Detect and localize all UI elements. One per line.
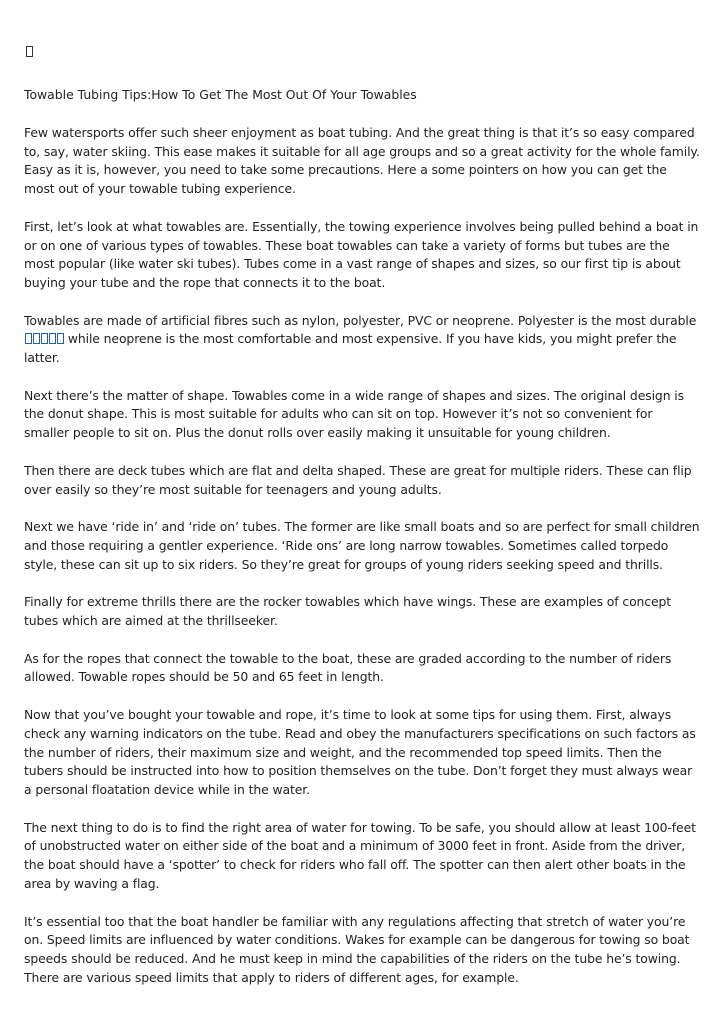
paragraph-regulations: It’s essential too that the boat handler be familiar with any regulations affecting that stretch of water you’re on. Speed limits are influenced by water conditions. Wakes for example can be dangerous for towing so boat speeds should be reduced. And he must keep in mind the capabilities of the riders on the tube he’s towing. There are various speed limits that apply to riders of different ages, for example. [24,913,690,985]
article-title: Towable Tubing Tips:How To Get The Most Out Of Your Towables [24,87,417,102]
materials-text-start: Towables are made of artificial fibres such as nylon, polyester, PVC or neoprene. Polyester is the most durable [24,312,697,328]
paragraph-shape: Next there’s the matter of shape. Towables come in a wide range of shapes and sizes. The original design is the donut shape. This is most suitable for adults who can sit on top. However it’s not so convenient for smaller people to sit on. Plus the donut rolls over easily making it unsuitable for young children. [24,387,684,441]
paragraph-what-are-towables: First, let’s look at what towables are. Essentially, the towing experience involves being pulled behind a boat in or on one of various types of towables. These boat towables can take a variety of forms but tubes are the most popular (like water ski tubes). Tubes come in a vast range of shapes and sizes, so our first tip is about buying your tube and the rope that connects it to the boat. [24,218,699,290]
materials-text-end: while neoprene is the most comfortable and most expensive. If you have kids, you might prefer the latter. [24,331,677,366]
link-glyph-icon [49,333,56,344]
missing-glyph-icon [26,46,33,57]
link-glyph-icon [33,333,40,344]
paragraph-rocker-towables: Finally for extreme thrills there are the rocker towables which have wings. These are examples of concept tubes which are aimed at the thrillseeker. [24,594,672,629]
link-glyph-icon [41,333,48,344]
paragraph-ride-in-ride-on: Next we have ‘ride in’ and ‘ride on’ tubes. The former are like small boats and so are perfect for small children and those requiring a gentler experience. ‘Ride ons’ are long narrow towables. Sometimes called torpedo style, these can sit up to six riders. So they’re great for groups of young riders seeking speed and thrills. [24,519,700,572]
missing-glyph-mark [24,42,700,60]
link-glyph-icon [57,333,64,344]
paragraph-deck-tubes: Then there are deck tubes which are flat and delta shaped. These are great for multiple riders. These can flip over easily so they’re most suitable for teenagers and young adults. [24,462,692,497]
paragraph-water-area: The next thing to do is to find the right area of water for towing. To be safe, you should allow at least 100-feet of unobstructed water on either side of the boat and a minimum of 3000 feet in front. Aside from the driver, the boat should have a ‘spotter’ to check for riders who fall off. The spotter can then alert other boats in the area by waving a flag. [24,819,696,891]
paragraph-materials [24,312,700,368]
paragraph-intro: Few watersports offer such sheer enjoyment as boat tubing. And the great thing is that it’s so easy compared to, say, water skiing. This ease makes it suitable for all age groups and so a great activity for the whole family. Easy as it is, however, you need to take some precautions. Here a some pointers on how you can get the most out of your towable tubing experience. [24,125,700,197]
paragraph-usage-tips: Now that you’ve bought your towable and rope, it’s time to look at some tips for using them. First, always check any warning indicators on the tube. Read and obey the manufacturers specifications on such factors as the number of riders, their maximum size and weight, and the recommended top speed limits. Then the tubers should be instructed into how to position themselves on the tube. Don’t forget they must always wear a personal floatation device while in the water. [24,707,696,797]
link-glyph-icon [25,333,32,344]
document-page [24,42,700,1006]
paragraph-ropes: As for the ropes that connect the towable to the boat, these are graded according to the number of riders allowed. Towable ropes should be 50 and 65 feet in length. [24,650,672,685]
materials-link[interactable] [24,331,64,346]
